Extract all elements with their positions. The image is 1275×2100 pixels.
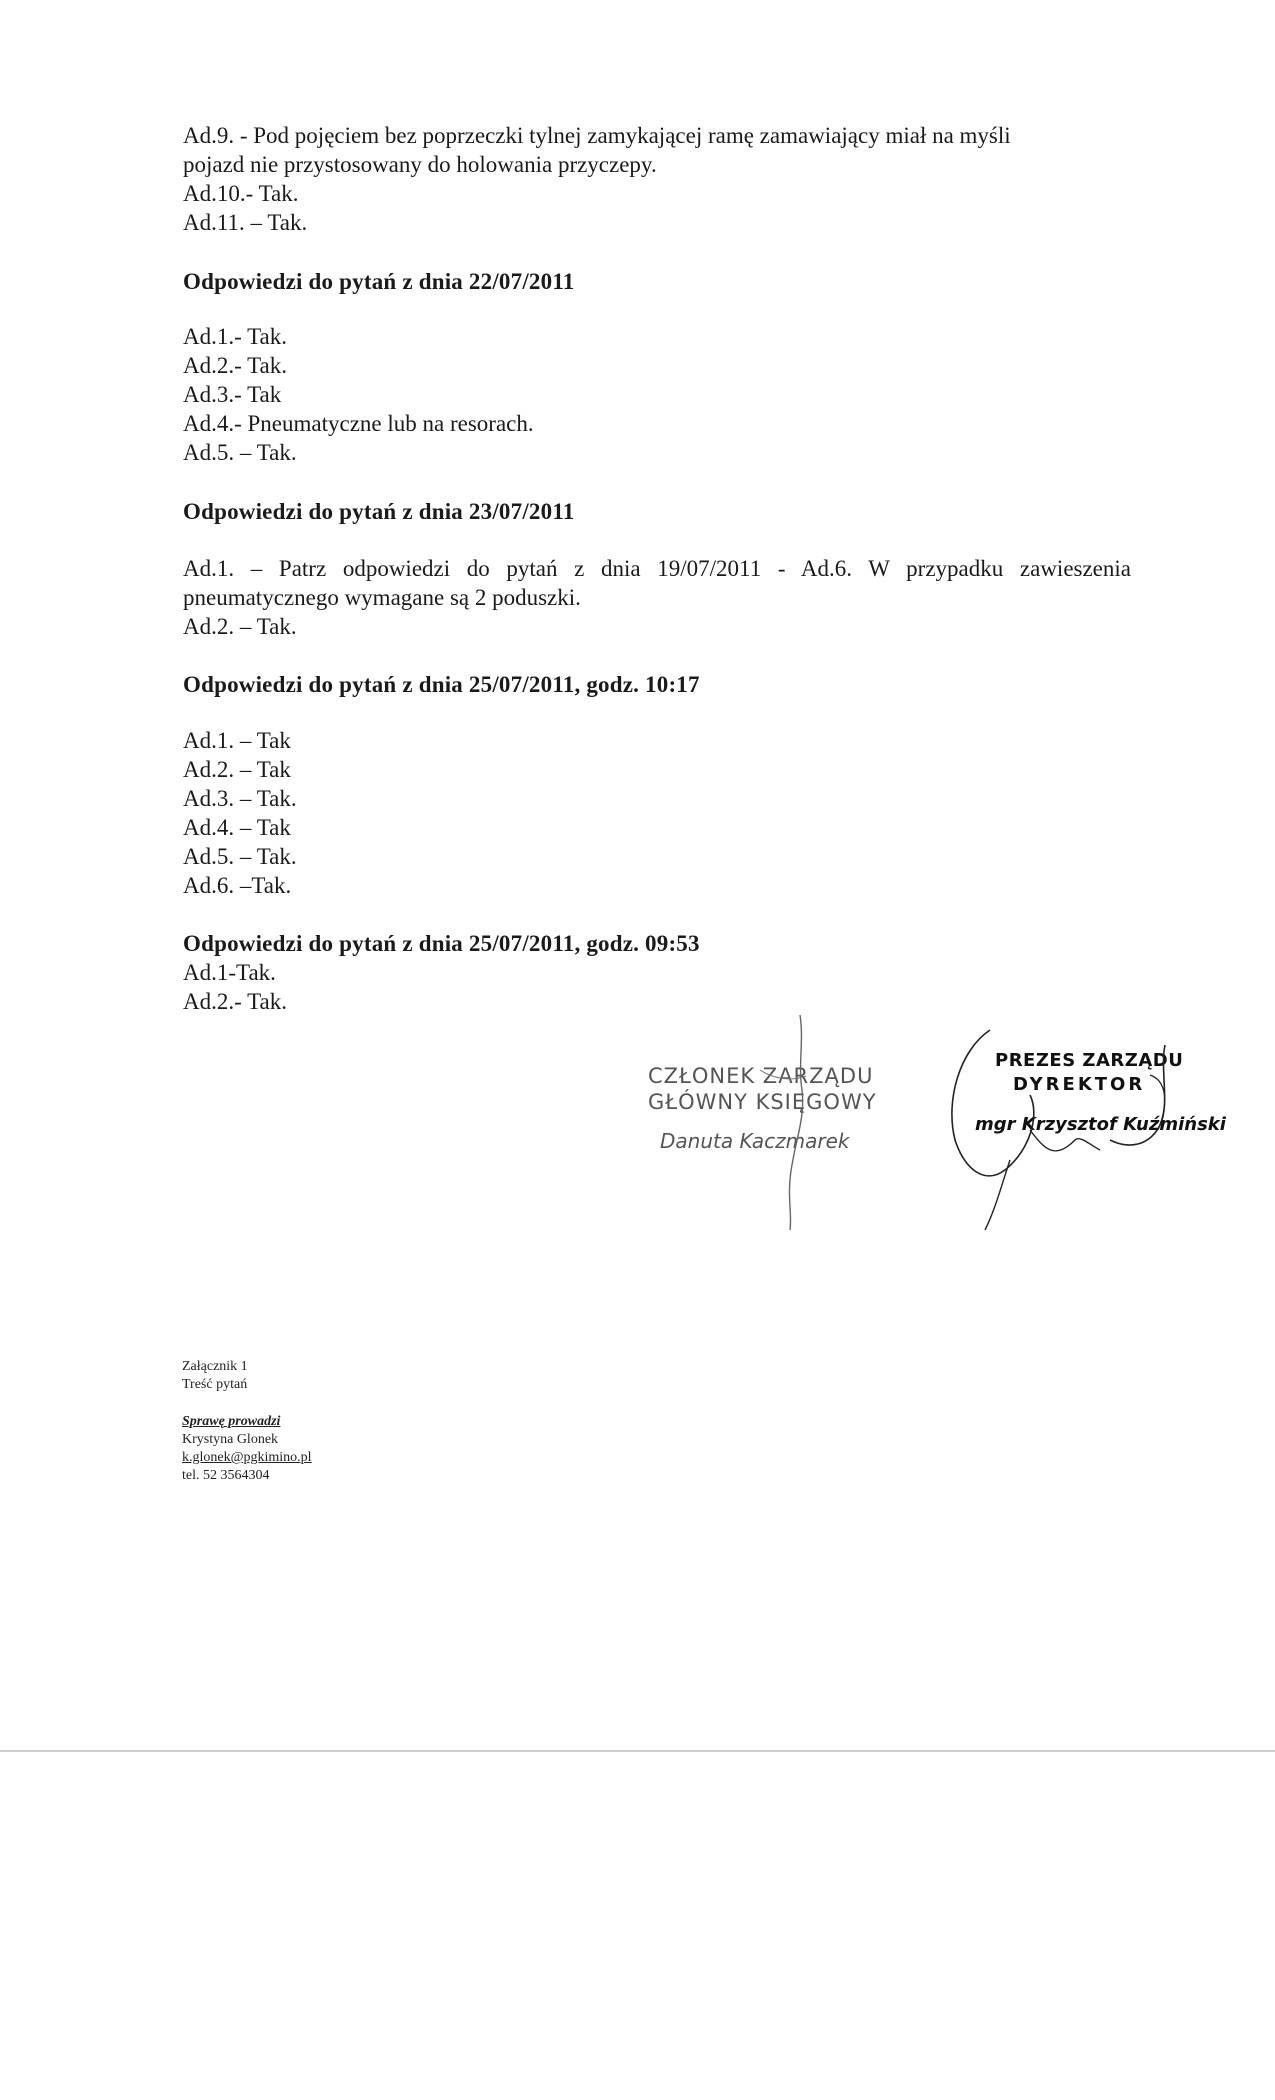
section-heading-2307: Odpowiedzi do pytań z dnia 23/07/2011 (183, 499, 575, 524)
ad9-line-2: pojazd nie przystosowany do holowania przyczepy. (183, 152, 657, 177)
list-item: Ad.6. –Tak. (183, 873, 292, 898)
stamp-right-role: DYREKTOR (1013, 1074, 1146, 1095)
list-item: Ad.3. – Tak. (183, 786, 297, 811)
list-item: Ad.4. – Tak (183, 815, 291, 840)
scan-edge-line (0, 1750, 1275, 1752)
list-item: Ad.1.- Tak. (183, 324, 288, 349)
list-item: Ad.1-Tak. (183, 960, 276, 985)
list-item: Ad.4.- Pneumatyczne lub na resorach. (183, 411, 534, 436)
attachment-description: Treść pytań (182, 1377, 248, 1392)
stamp-left-name: Danuta Kaczmarek (660, 1129, 850, 1153)
section-heading-2507-0953: Odpowiedzi do pytań z dnia 25/07/2011, godz. 09:53 (183, 931, 700, 956)
list-item: Ad.2. – Tak (183, 757, 291, 782)
stamp-left-role: GŁÓWNY KSIĘGOWY (648, 1090, 877, 1114)
list-item: Ad.2.- Tak. (183, 353, 288, 378)
ad1-line-1-2307: Ad.1. – Patrz odpowiedzi do pytań z dnia 19/07/2011 - Ad.6. W przypadku zawieszenia (183, 556, 1131, 581)
ad1-line-2-2307: pneumatycznego wymagane są 2 poduszki. (183, 585, 581, 610)
handler-name: Krystyna Glonek (182, 1432, 279, 1447)
ad10-line: Ad.10.- Tak. (183, 181, 299, 206)
list-item: Ad.3.- Tak (183, 382, 282, 407)
ad9-line-1: Ad.9. - Pod pojęciem bez poprzeczki tylnej zamykającej ramę zamawiający miał na myśli (183, 123, 1011, 148)
section-heading-2507-1017: Odpowiedzi do pytań z dnia 25/07/2011, godz. 10:17 (183, 672, 700, 697)
stamp-left-title: CZŁONEK ZARZĄDU (648, 1064, 874, 1088)
stamp-right-title: PREZES ZARZĄDU (995, 1050, 1184, 1071)
list-item: Ad.5. – Tak. (183, 844, 297, 869)
handler-phone: tel. 52 3564304 (182, 1468, 270, 1483)
ad2-line-2307: Ad.2. – Tak. (183, 614, 297, 639)
attachment-label: Załącznik 1 (182, 1359, 248, 1374)
list-item: Ad.5. – Tak. (183, 440, 297, 465)
ad11-line: Ad.11. – Tak. (183, 210, 308, 235)
list-item: Ad.1. – Tak (183, 728, 291, 753)
handler-email-link[interactable]: k.glonek@pgkimino.pl (182, 1450, 312, 1465)
stamp-right-name: mgr Krzysztof Kuźmiński (975, 1114, 1226, 1135)
section-heading-2207: Odpowiedzi do pytań z dnia 22/07/2011 (183, 269, 575, 294)
list-item: Ad.2.- Tak. (183, 989, 288, 1014)
handled-by-label: Sprawę prowadzi (182, 1414, 281, 1429)
